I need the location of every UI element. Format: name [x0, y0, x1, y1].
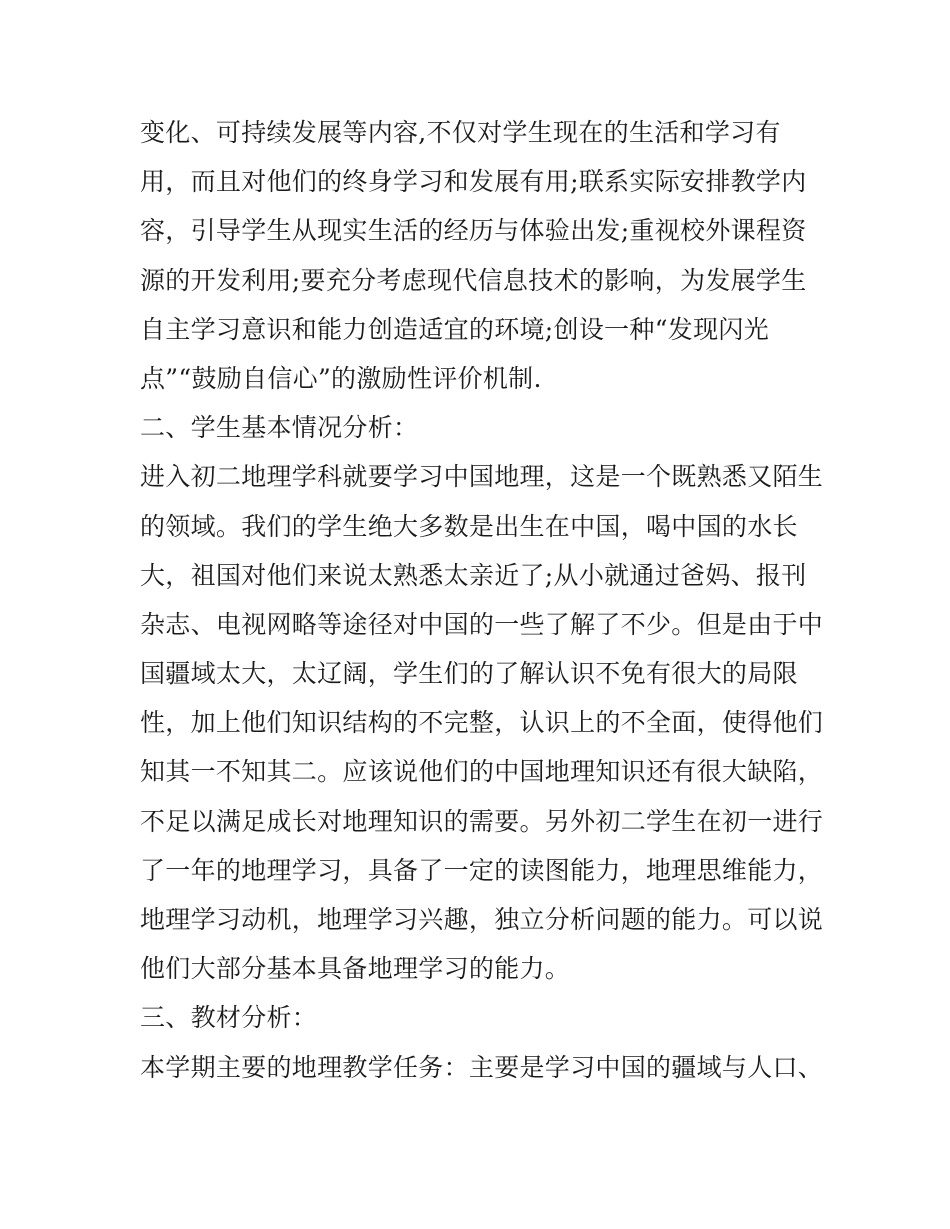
paragraph-line: 用，而且对他们的终身学习和发展有用;联系实际安排教学内	[140, 167, 807, 197]
paragraph-line: 本学期主要的地理教学任务：主要是学习中国的疆域与人口、	[140, 1052, 824, 1082]
document-body	[140, 108, 830, 1092]
paragraph-line: 进入初二地理学科就要学习中国地理，这是一个既熟悉又陌生	[140, 462, 824, 492]
paragraph-line: 杂志、电视网略等途径对中国的一些了解了不少。但是由于中	[140, 609, 824, 639]
paragraph-line: 了一年的地理学习，具备了一定的读图能力，地理思维能力，	[140, 855, 824, 885]
paragraph-line: 容，引导学生从现实生活的经历与体验出发;重视校外课程资	[140, 216, 807, 246]
paragraph-line: 不足以满足成长对地理知识的需要。另外初二学生在初一进行	[140, 806, 824, 836]
paragraph-line: 国疆域太大，太辽阔，学生们的了解认识不免有很大的局限	[140, 659, 798, 689]
paragraph-line: 源的开发利用;要充分考虑现代信息技术的影响，为发展学生	[140, 265, 807, 295]
paragraph-line: 地理学习动机，地理学习兴趣，独立分析问题的能力。可以说	[140, 905, 824, 934]
paragraph-line: 性，加上他们知识结构的不完整，认识上的不全面，使得他们	[140, 708, 824, 738]
paragraph-line: 点”“鼓励自信心”的激励性评价机制.	[140, 363, 542, 393]
section-heading: 三、教材分析：	[140, 1003, 318, 1033]
paragraph-line: 他们大部分基本具备地理学习的能力。	[140, 954, 571, 984]
paragraph-line: 知其一不知其二。应该说他们的中国地理知识还有很大缺陷，	[140, 757, 824, 787]
paragraph-line: 自主学习意识和能力创造适宜的环境;创设一种“发现闪光	[140, 314, 770, 344]
paragraph-line: 大，祖国对他们来说太熟悉太亲近了;从小就通过爸妈、报刊	[140, 560, 807, 590]
section-heading: 二、学生基本情况分析：	[140, 413, 419, 443]
paragraph-line: 的领域。我们的学生绝大多数是出生在中国，喝中国的水长	[140, 511, 798, 541]
paragraph-line: 变化、可持续发展等内容,不仅对学生现在的生活和学习有	[140, 118, 781, 147]
